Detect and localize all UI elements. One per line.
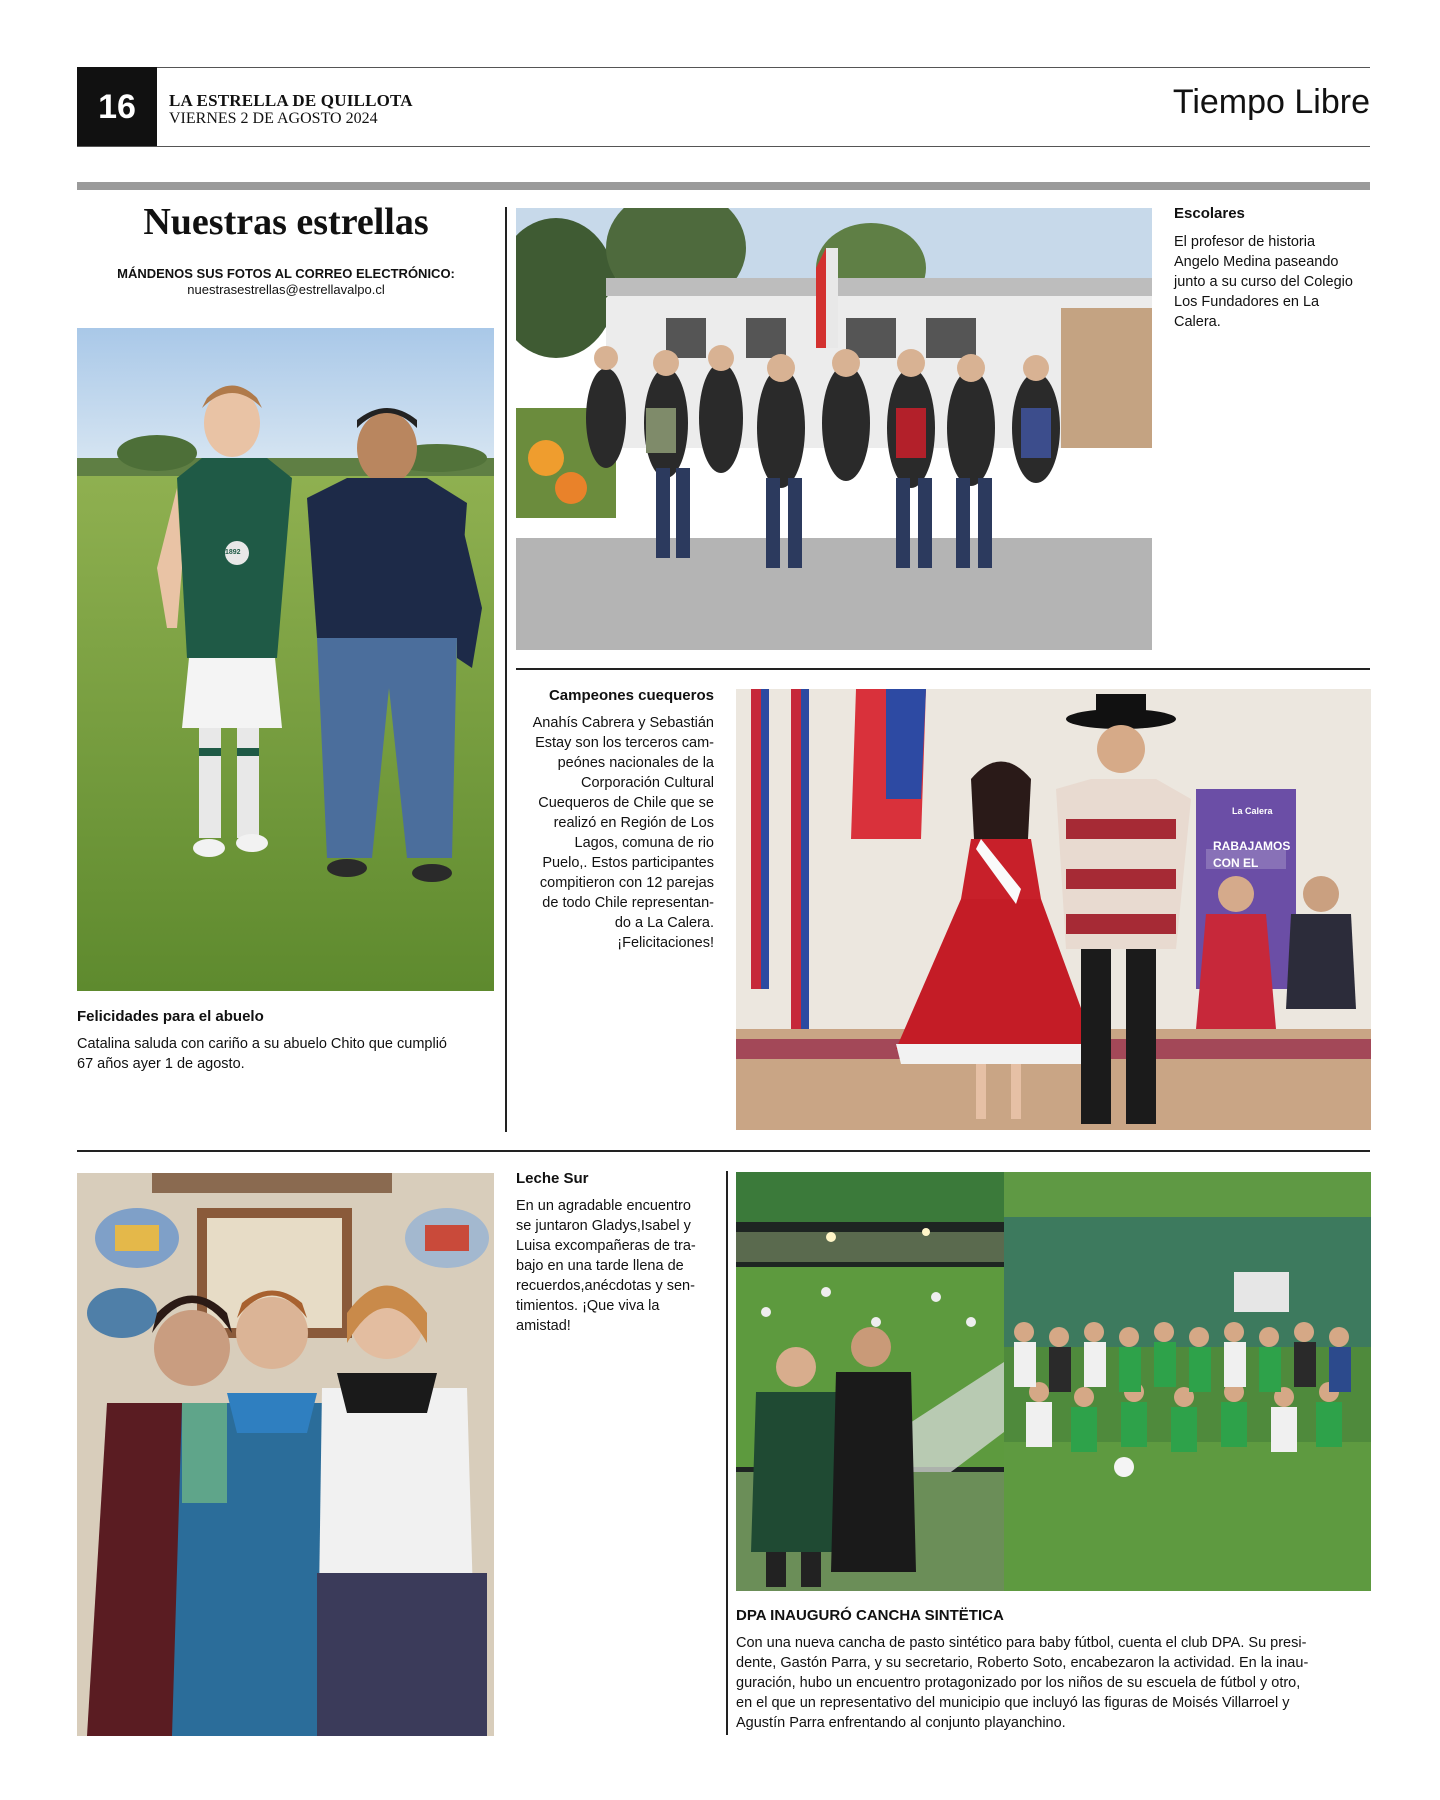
- page-number: 16: [77, 67, 157, 147]
- section-title: Tiempo Libre: [1172, 83, 1370, 121]
- caption-body-escolares: [1174, 232, 1374, 332]
- caption-line: recuerdos,anécdotas y sen-: [516, 1278, 695, 1294]
- column-email[interactable]: nuestrasestrellas@estrellavalpo.cl: [187, 282, 385, 297]
- caption-line: Calera.: [1174, 314, 1221, 330]
- caption-line: realizó en Región de Los: [553, 815, 714, 831]
- caption-line: 67 años ayer 1 de agosto.: [77, 1056, 245, 1072]
- photo-dpa-teams: [1004, 1172, 1371, 1591]
- banner-line-2: CON EL: [1213, 856, 1259, 870]
- column-subtitle: MÁNDENOS SUS FOTOS AL CORREO ELECTRÓNICO:: [117, 266, 455, 281]
- caption-body-dpa: [736, 1633, 1376, 1733]
- photo-leche-sur: [77, 1173, 494, 1736]
- header-bottom-rule: [77, 146, 1370, 147]
- caption-line: Angelo Medina paseando: [1174, 254, 1339, 270]
- caption-line: Lagos, comuna de rio: [574, 835, 714, 851]
- caption-line: Luisa excompañeras de tra-: [516, 1238, 696, 1254]
- caption-line: ¡Felicitaciones!: [617, 935, 714, 951]
- caption-line: Cuequeros de Chile que se: [538, 795, 714, 811]
- caption-line: Corporación Cultural: [581, 775, 714, 791]
- caption-line: Puelo,. Estos participantes: [542, 855, 714, 871]
- caption-title-abuelo: Felicidades para el abuelo: [77, 1008, 264, 1025]
- caption-line: Catalina saluda con cariño a su abuelo Chito que cumplió: [77, 1036, 447, 1052]
- caption-line: timientos. ¡Que viva la: [516, 1298, 660, 1314]
- caption-line: Anahís Cabrera y Sebastián: [532, 715, 714, 731]
- caption-body-leche-sur: [516, 1196, 716, 1336]
- jersey-crest-year: 1892: [225, 549, 241, 556]
- caption-title-escolares: Escolares: [1174, 205, 1245, 222]
- caption-title-campeones: Campeones cuequeros: [548, 687, 714, 704]
- caption-body-campeones: [516, 713, 714, 953]
- photo-dpa-night: [736, 1172, 1004, 1591]
- caption-line: compitieron con 12 parejas: [539, 875, 714, 891]
- caption-line: amistad!: [516, 1318, 571, 1334]
- divider-bottom-section: [77, 1150, 1370, 1152]
- column-title: Nuestras estrellas: [143, 201, 429, 243]
- caption-line: En un agradable encuentro: [516, 1198, 691, 1214]
- caption-body-abuelo: [77, 1034, 497, 1074]
- banner-brand: La Calera: [1232, 806, 1273, 816]
- caption-line: bajo en una tarde llena de: [516, 1258, 684, 1274]
- caption-line: Con una nueva cancha de pasto sintético para baby fútbol, cuenta el club DPA. Su presi-: [736, 1635, 1307, 1651]
- section-gray-bar: [77, 182, 1370, 190]
- caption-line: Los Fundadores en La: [1174, 294, 1320, 310]
- caption-line: se juntaron Gladys,Isabel y: [516, 1218, 691, 1234]
- caption-line: guración, hubo un encuentro protagonizado por los niños de su escuela de fútbol y otro,: [736, 1675, 1301, 1691]
- column-divider-bottom: [726, 1171, 728, 1735]
- caption-title-leche-sur: Leche Sur: [516, 1170, 589, 1187]
- caption-line: Estay son los terceros cam-: [535, 735, 714, 751]
- caption-line: en el que un representativo del municipio que incluyó las figuras de Moisés Villarroel y: [736, 1695, 1290, 1711]
- caption-line: dente, Gastón Parra, y su secretario, Roberto Soto, encabezaron la actividad. En la inau-: [736, 1655, 1309, 1671]
- caption-line: Agustín Parra enfrentando al conjunto playanchino.: [736, 1715, 1066, 1731]
- divider-escolares: [516, 668, 1370, 670]
- caption-line: do a La Calera.: [614, 915, 714, 931]
- caption-line: junto a su curso del Colegio: [1174, 274, 1353, 290]
- caption-line: peónes nacionales de la: [557, 755, 714, 771]
- paper-name: LA ESTRELLA DE QUILLOTA: [169, 91, 413, 110]
- photo-campeones: [736, 689, 1371, 1130]
- photo-escolares: [516, 208, 1152, 650]
- caption-title-dpa: DPA INAUGURÓ CANCHA SINTËTICA: [736, 1607, 1004, 1624]
- caption-line: de todo Chile representan-: [542, 895, 714, 911]
- caption-line: El profesor de historia: [1174, 234, 1316, 250]
- edition-date: VIERNES 2 DE AGOSTO 2024: [169, 110, 378, 127]
- banner-line-1: RABAJAMOS: [1213, 839, 1291, 853]
- header-top-rule: [77, 67, 1370, 68]
- column-divider-top: [505, 207, 507, 1132]
- photo-abuelo: [77, 328, 494, 991]
